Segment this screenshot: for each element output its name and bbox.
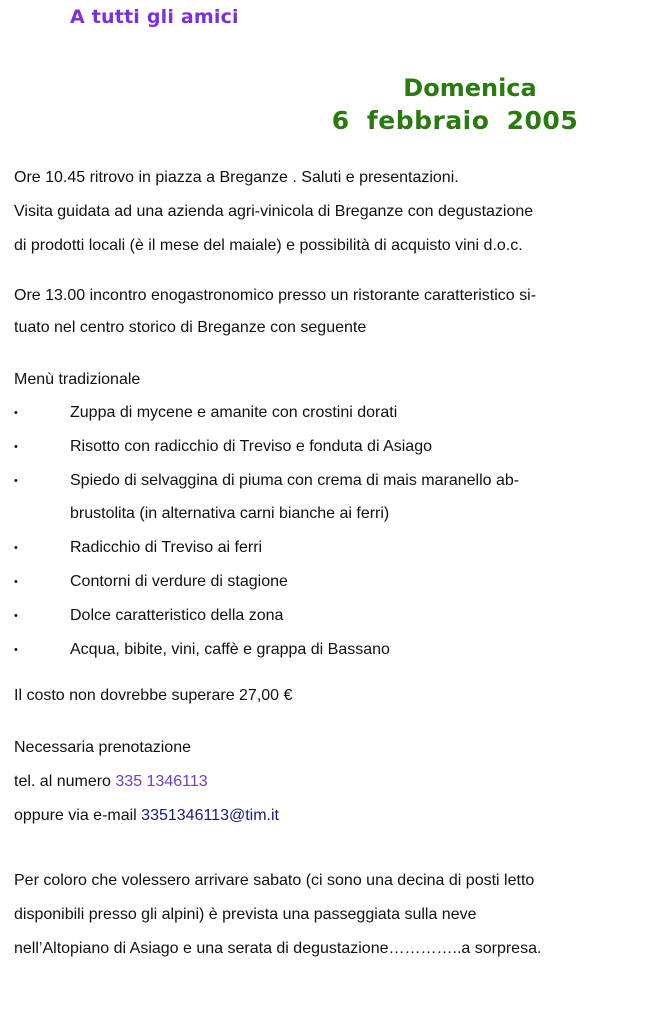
bullet-icon: • [14, 644, 18, 656]
menu-item: Radicchio di Treviso ai ferri [70, 539, 263, 556]
bullet-icon: • [14, 441, 18, 453]
email-link[interactable]: 3351346113@tim.it [141, 807, 279, 824]
menu-item: Risotto con radicchio di Treviso e fonduta di Asiago [70, 438, 432, 455]
saturday-line-1: Per coloro che volessero arrivare sabato (ci sono una decina di posti letto [14, 872, 535, 889]
booking-title: Necessaria prenotazione [14, 739, 191, 756]
menu-title: Menù tradizionale [14, 371, 141, 388]
intro-line-1: Ore 10.45 ritrovo in piazza a Breganze . Saluti e presentazioni. [14, 169, 459, 186]
bullet-icon: • [14, 576, 18, 588]
bullet-icon: • [14, 475, 18, 487]
phone-label: tel. al numero [14, 773, 116, 790]
event-date [300, 72, 610, 138]
menu-item: Contorni di verdure di stagione [70, 573, 288, 590]
bullet-icon: • [14, 610, 18, 622]
phone-number[interactable]: 335 1346113 [115, 773, 208, 790]
menu-item-continuation: brustolita (in alternativa carni bianche ai ferri) [70, 505, 390, 522]
lunch-line-2: tuato nel centro storico di Breganze con seguente [14, 319, 367, 336]
booking-email-line [14, 799, 279, 833]
menu-item: Acqua, bibite, vini, caffè e grappa di Bassano [70, 641, 390, 658]
lunch-line-1: Ore 13.00 incontro enogastronomico presso un ristorante caratteristico si- [14, 287, 537, 304]
event-weekday: Domenica [403, 74, 537, 102]
intro-line-3: di prodotti locali (è il mese del maiale) e possibilità di acquisto vini d.o.c. [14, 237, 523, 254]
saturday-line-3: nell’Altopiano di Asiago e una serata di degustazione…………..a sorpresa. [14, 940, 542, 957]
menu-item: Spiedo di selvaggina di piuma con crema di mais maranello ab- [70, 472, 520, 489]
saturday-line-2: disponibili presso gli alpini) è prevista una passeggiata sulla neve [14, 906, 477, 923]
menu-item: Dolce caratteristico della zona [70, 607, 284, 624]
cost-note: Il costo non dovrebbe superare 27,00 € [14, 687, 293, 704]
intro-line-2: Visita guidata ad una azienda agri-vinicola di Breganze con degustazione [14, 203, 534, 220]
menu-item: Zuppa di mycene e amanite con crostini dorati [70, 404, 398, 421]
bullet-icon: • [14, 407, 18, 419]
email-label: oppure via e-mail [14, 807, 142, 824]
greeting-heading: A tutti gli amici [70, 6, 239, 28]
booking-phone-line [14, 765, 208, 799]
bullet-icon: • [14, 542, 18, 554]
event-full-date: 6 febbraio 2005 [331, 106, 579, 135]
